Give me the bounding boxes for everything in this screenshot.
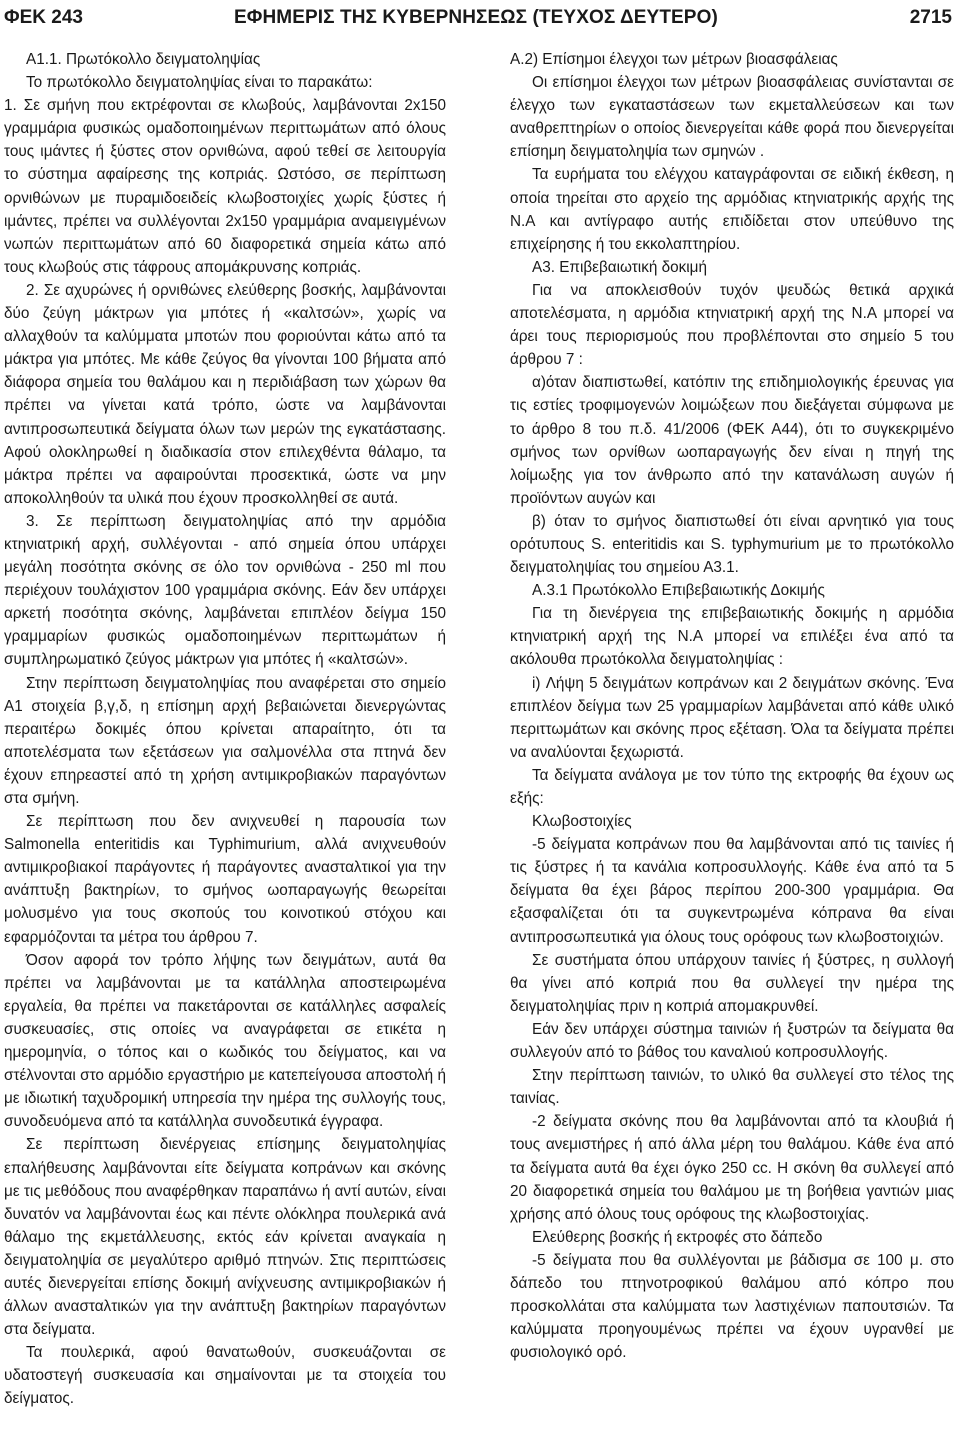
paragraph: Εάν δεν υπάρχει σύστημα ταινιών ή ξυστρών τα δείγματα θα συλλεγούν από το βάθος του καναλιού κοπροσυλλογής.: [510, 1020, 954, 1062]
paragraph: β) όταν το σμήνος διαπιστωθεί ότι είναι αρνητικό για τους ορότυπους S. enteritidis και S. typhymurium με το πρωτόκολλο δειγματοληψίας του σημείου Α3.1.: [510, 512, 954, 577]
paragraph: -5 δείγματα κοπράνων που θα λαμβάνονται από τις ταινίες ή τις ξύστρες ή τα κανάλια κοπροσυλλογής. Κάθε ένα από τα 5 δείγματα θα έχει βάρος περίπου 200-300 γραμμάρια. Θα εξασφαλίζεται ότι τα συγκεντρωμένα κόπρανα θα είναι αντιπροσωπευτικά για όλους τους ορόφους των κλωβοστοιχιών.: [510, 836, 954, 946]
paragraph: Σε περίπτωση που δεν ανιχνευθεί η παρουσία των Salmonella enteritidis και Typhimurium, αλλά ανιχνευθούν αντιμικροβιακοί παράγοντες ή παράγοντες ανασταλτικοί για την ανάπτυξη βακτηρίων, το σμήνος ωοπαραγωγής θεωρείται μολυσμένο για τους σκοπούς του κοινοτικού στόχου και εφαρμόζονται τα μέτρα του άρθρου 7.: [4, 813, 446, 946]
section-heading: Α3. Επιβεβαιωτική δοκιμή: [532, 258, 707, 276]
paragraph: Στην περίπτωση ταινιών, το υλικό θα συλλεγεί στο τέλος της ταινίας.: [510, 1067, 954, 1108]
section-heading: Α.3.1 Πρωτόκολλο Επιβεβαιωτικής Δοκιμής: [532, 582, 825, 600]
paragraph: Για τη διενέργεια της επιβεβαιωτικής δοκιμής η αρμόδια κτηνιατρική αρχή της Ν.Α μπορεί να επιλέξει ένα από τα ακόλουθα πρωτόκολλα δειγματοληψίας :: [510, 605, 954, 669]
subheading: Ελεύθερης βοσκής ή εκτροφές στο δάπεδο: [532, 1228, 823, 1246]
subheading: Κλωβοστοιχίες: [532, 813, 632, 831]
paragraph: Σε συστήματα όπου υπάρχουν ταινίες ή ξύστρες, η συλλογή θα γίνει από κοπριά που θα συλλεγεί την ημέρα της δειγματοληψίας πριν η κοπριά απομακρυνθεί.: [510, 951, 954, 1015]
paragraph: Για να αποκλεισθούν τυχόν ψευδώς θετικά αρχικά αποτελέσματα, η αρμόδια κτηνιατρική αρχή της Ν.Α μπορεί να άρει τους περιορισμούς που προβλέπονται στο σημείο 5 του άρθρου 7 :: [510, 281, 954, 369]
paragraph: Όσον αφορά τον τρόπο λήψης των δειγμάτων, αυτά θα πρέπει να λαμβάνονται με τα κατάλληλα αποστειρωμένα εργαλεία, θα πρέπει να πακετάρονται σε κατάλληλες ασφαλείς συσκευασίες, στις οποίες να αναγράφεται σε ετικέτα η ημερομηνία, ο τόπος και ο κωδικός του δείγματος, και να στέλνονται στο αρμόδιο εργαστήριο με κατεπείγουσα αποστολή ή με ιδιωτική ταχυδρομική υπηρεσία την ημέρα της συλλογής τους, συνοδευόμενα από τα κατάλληλα συνοδευτικά έγγραφα.: [4, 951, 446, 1131]
right-column: [510, 48, 954, 1364]
paragraph: i) Λήψη 5 δειγμάτων κοπράνων και 2 δειγμάτων σκόνης. Ένα επιπλέον δείγμα των 25 γραμμαρίων λαμβάνεται από κάθε υλικό περιττωμάτων και σκόνης προς εξέταση. Όλα τα δείγματα πρέπει να αναλύονται ξεχωριστά.: [510, 674, 954, 761]
paragraph: 2. Σε αχυρώνες ή ορνιθώνες ελεύθερης βοσκής, λαμβάνονται δύο ζεύγη μάκτρων για μπότες ή «καλτσών», χωρίς να αλλαχθούν τα καλύμματα μποτών που φοριούνται κάτω από τα μάκτρα για μπότες. Με κάθε ζεύγος θα γίνονται 100 βήματα από διάφορα σημεία του θαλάμου και η περιδιάβαση των χώρων θα πρέπει να γίνεται κατά τρόπο, ώστε να λαμβάνονται αντιπροσωπευτικά δείγματα όλων των μερών της εγκατάστασης. Αφού ολοκληρωθεί η διαδικασία στον επιλεχθέντα θάλαμο, τα μάκτρα πρέπει να αφαιρούνται προσεκτικά, ώστε να μην αποκολληθούν τα υλικά που έχουν προσκολληθεί σε αυτά.: [4, 281, 446, 507]
left-column: [4, 48, 446, 1411]
page-number: 2715: [909, 7, 952, 28]
page-header: [0, 0, 960, 36]
paragraph: Σε περίπτωση διενέργειας επίσημης δειγματοληψίας επαλήθευσης λαμβάνονται είτε δείγματα κοπράνων και σκόνης με τις μεθόδους που αναφέρθηκαν παραπάνω ή αντί αυτών, είναι δυνατόν να λαμβάνονται έως και πέντε ολόκληρα πουλερικά ανά θάλαμο της εκμετάλλευσης, εκτός εάν κρίνεται αναγκαία η δειγματοληψία σε μεγαλύτερο αριθμό πτηνών. Στις περιπτώσεις αυτές διενεργείται επίσης δοκιμή ανίχνευσης αντιμικροβιακών ή άλλων ανασταλτικών για την ανάπτυξη βακτηρίων παραγόντων στα δείγματα.: [4, 1136, 446, 1339]
gazette-title: ΕΦΗΜΕΡΙΣ ΤΗΣ ΚΥΒΕΡΝΗΣΕΩΣ (ΤΕΥΧΟΣ ΔΕΥΤΕΡΟ): [234, 7, 718, 28]
paragraph: 3. Σε περίπτωση δειγματοληψίας από την αρμόδια κτηνιατρική αρχή, συλλέγονται - από σημεία όπου υπάρχει μεγάλη ποσότητα σκόνης σε όλο τον ορνιθώνα - 250 ml που περιέχουν τουλάχιστον 100 γραμμάρια σκόνης. Εάν δεν υπάρχει αρκετή ποσότητα σκόνης, λαμβάνεται επιπλέον δείγμα 150 γραμμαρίων φυσικώς ομαδοποιημένων περιττωμάτων ή συμπληρωματικό ζεύγος μάκτρων για μπότες ή «καλτσών».: [4, 512, 446, 669]
paragraph: Τα δείγματα ανάλογα με τον τύπο της εκτροφής θα έχουν ως εξής:: [510, 766, 954, 807]
paragraph: Οι επίσημοι έλεγχοι των μέτρων βιοασφάλειας συνίστανται σε έλεγχο των εγκαταστάσεων των εκμεταλλεύσεων και των αναθρεπτηρίων ο οποίος διενεργείται κάθε φορά που διενεργείται επίσημη δειγματοληψία των σμηνών .: [510, 74, 954, 161]
section-heading: Α.2) Επίσημοι έλεγχοι των μέτρων βιοασφάλειας: [510, 51, 838, 68]
paragraph: -2 δείγματα σκόνης που θα λαμβάνονται από τα κλουβιά ή τους ανεμιστήρες ή από άλλα μέρη του θαλάμου. Κάθε ένα από τα δείγματα αυτά θα έχει όγκο 250 cc. Η σκόνη θα συλλεγεί από 20 διαφορετικά σημεία του θαλάμου με τη βοήθεια γαντιών μιας χρήσης από όλους τους ορόφους της κλωβοστοιχίας.: [510, 1113, 954, 1223]
paragraph: Τα ευρήματα του ελέγχου καταγράφονται σε ειδική έκθεση, η οποία τηρείται στο αρχείο της αρμόδιας κτηνιατρικής αρχής της Ν.Α και αντίγραφο αυτής επιδίδεται στον υπεύθυνο της επιχείρησης ή του εκκολαπτηρίου.: [510, 166, 954, 253]
paragraph: Τα πουλερικά, αφού θανατωθούν, συσκευάζονται σε υδατοστεγή συσκευασία και σημαίνονται με τα στοιχεία του δείγματος.: [4, 1344, 446, 1408]
paragraph: Το πρωτόκολλο δειγματοληψίας είναι το παρακάτω:: [26, 74, 373, 92]
paragraph: 1. Σε σμήνη που εκτρέφονται σε κλωβούς, λαμβάνονται 2x150 γραμμάρια φυσικώς ομαδοποιημένων περιττωμάτων από όλους τους ιμάντες ή ξύστες στον ορνιθώνα, αφού τεθεί σε λειτουργία το σύστημα αφαίρεσης της κοπριάς. Ωστόσο, σε περίπτωση ορνιθώνων με πυραμιδοειδείς κλωβοστοιχίες χωρίς ξύστες ή ιμάντες, πρέπει να συλλέγονται 2x150 γραμμάρια αναμειγμένων νωπών περιττωμάτων από 60 διαφορετικά σημεία κάτω από τους κλωβούς στις τάφρους απομάκρυνσης κοπριάς.: [4, 97, 446, 276]
paragraph: α)όταν διαπιστωθεί, κατόπιν της επιδημιολογικής έρευνας για τις εστίες τροφιμογενών λοιμώξεων που διεξάγεται σύμφωνα με το άρθρο 8 του π.δ. 41/2006 (ΦΕΚ Α44), ότι το συγκεκριμένο σμήνος των ορνίθων ωοπαραγωγής δεν είναι η πηγή της λοίμωξης για τον άνθρωπο από την κατανάλωση αυγών ή προϊόντων αυγών και: [510, 374, 954, 507]
issue-number: ΦΕΚ 243: [4, 7, 83, 28]
paragraph: -5 δείγματα που θα συλλέγονται με βάδισμα σε 100 μ. στο δάπεδο του πτηνοτροφικού θαλάμου από κόπρο που προσκολλάται στα καλύμματα των λαστιχένιων παπουτσιών. Τα καλύμματα προηγουμένως πρέπει να έχουν υγρανθεί με φυσιολογικό ορό.: [510, 1251, 954, 1362]
paragraph: Στην περίπτωση δειγματοληψίας που αναφέρεται στο σημείο Α1 στοιχεία β,γ,δ, η επίσημη αρχή βεβαιώνεται διενεργώντας περαιτέρω δοκιμές όπου κρίνεται απαραίτητο, ότι τα αποτελέσματα των εξετάσεων για σαλμονέλλα στα πτηνά δεν έχουν επηρεαστεί από τη χρήση αντιμικροβιακών παραγόντων στα σμήνη.: [4, 674, 446, 807]
section-heading: Α1.1. Πρωτόκολλο δειγματοληψίας: [26, 51, 261, 68]
